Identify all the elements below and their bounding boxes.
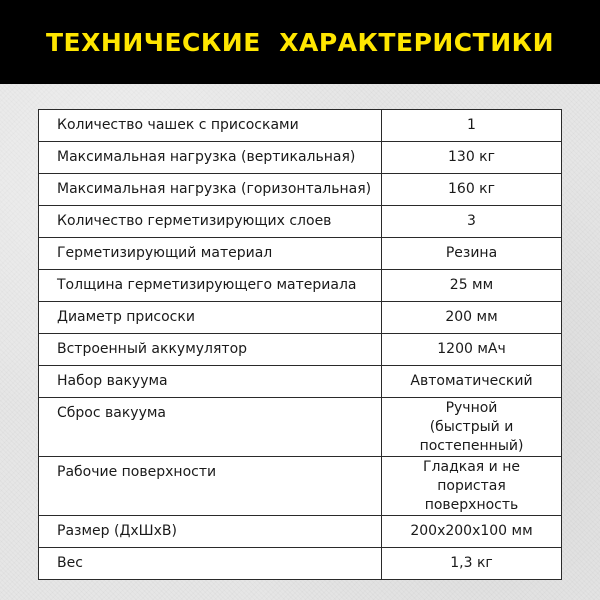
table-row [39, 238, 562, 270]
spec-name: Набор вакуума [39, 366, 382, 398]
spec-name: Рабочие поверхности [39, 457, 382, 516]
spec-name: Встроенный аккумулятор [39, 334, 382, 366]
spec-name: Количество чашек с присосками [39, 110, 382, 142]
spec-value: Автоматический [382, 366, 562, 398]
table-row [39, 548, 562, 580]
table-row [39, 398, 562, 457]
table-row [39, 516, 562, 548]
spec-name: Диаметр присоски [39, 302, 382, 334]
spec-name: Толщина герметизирующего материала [39, 270, 382, 302]
spec-value-cell [382, 398, 562, 457]
spec-value-cell [382, 457, 562, 516]
page-title: ТЕХНИЧЕСКИЕ ХАРАКТЕРИСТИКИ [45, 27, 554, 57]
spec-value: Гладкая и не пористая [423, 458, 520, 494]
spec-value: Резина [382, 238, 562, 270]
table-row [39, 174, 562, 206]
spec-value: 1200 мАч [382, 334, 562, 366]
spec-name: Количество герметизирующих слоев [39, 206, 382, 238]
spec-value-line2: поверхность [424, 496, 519, 513]
table-row [39, 142, 562, 174]
spec-value: 160 кг [382, 174, 562, 206]
spec-name: Вес [39, 548, 382, 580]
table-row [39, 302, 562, 334]
spec-name: Сброс вакуума [39, 398, 382, 457]
spec-name: Герметизирующий материал [39, 238, 382, 270]
table-row [39, 457, 562, 516]
spec-value: 200x200x100 мм [382, 516, 562, 548]
spec-value: 1,3 кг [382, 548, 562, 580]
spec-value: 1 [382, 110, 562, 142]
table-row [39, 366, 562, 398]
spec-value: 200 мм [382, 302, 562, 334]
spec-value: 25 мм [382, 270, 562, 302]
spec-value: 3 [382, 206, 562, 238]
spec-name: Максимальная нагрузка (вертикальная) [39, 142, 382, 174]
table-row [39, 270, 562, 302]
spec-value: Ручной [445, 399, 498, 416]
spec-name: Максимальная нагрузка (горизонтальная) [39, 174, 382, 206]
spec-name: Размер (ДхШхВ) [39, 516, 382, 548]
spec-value: 130 кг [382, 142, 562, 174]
table-row [39, 206, 562, 238]
table-row [39, 334, 562, 366]
specifications-table [38, 109, 562, 580]
spec-value-line2: (быстрый и постепенный) [419, 418, 524, 454]
header-banner [0, 0, 600, 84]
table-row [39, 110, 562, 142]
